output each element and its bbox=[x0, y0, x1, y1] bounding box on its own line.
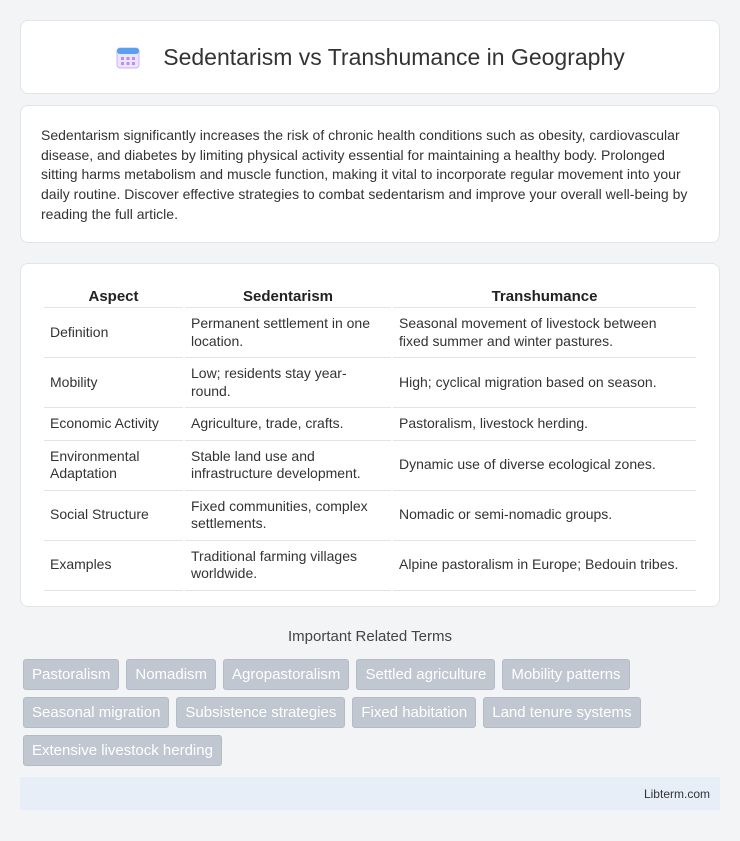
table-row bbox=[44, 541, 696, 591]
aspect-cell: Environmental Adaptation bbox=[44, 441, 183, 491]
table-row bbox=[44, 358, 696, 408]
calendar-icon bbox=[115, 44, 141, 70]
aspect-cell: Social Structure bbox=[44, 491, 183, 541]
term-tag[interactable]: Nomadism bbox=[126, 659, 216, 690]
transhumance-cell: Nomadic or semi-nomadic groups. bbox=[393, 491, 696, 541]
term-tag[interactable]: Extensive livestock herding bbox=[23, 735, 222, 766]
transhumance-cell: Seasonal movement of livestock between fixed summer and winter pastures. bbox=[393, 308, 696, 358]
intro-card bbox=[20, 105, 720, 243]
term-tag[interactable]: Agropastoralism bbox=[223, 659, 349, 690]
table-row bbox=[44, 408, 696, 441]
header-card bbox=[20, 20, 720, 94]
related-terms-title: Important Related Terms bbox=[288, 628, 452, 645]
sedentarism-cell: Stable land use and infrastructure development. bbox=[185, 441, 391, 491]
term-tag[interactable]: Seasonal migration bbox=[23, 697, 169, 728]
page-title: Sedentarism vs Transhumance in Geography bbox=[163, 43, 625, 70]
term-tag[interactable]: Land tenure systems bbox=[483, 697, 640, 728]
aspect-cell: Economic Activity bbox=[44, 408, 183, 441]
transhumance-cell: Dynamic use of diverse ecological zones. bbox=[393, 441, 696, 491]
footer bbox=[20, 777, 720, 810]
sedentarism-cell: Fixed communities, complex settlements. bbox=[185, 491, 391, 541]
transhumance-cell: Pastoralism, livestock herding. bbox=[393, 408, 696, 441]
sedentarism-cell: Traditional farming villages worldwide. bbox=[185, 541, 391, 591]
comparison-table bbox=[42, 284, 698, 591]
sedentarism-cell: Agriculture, trade, crafts. bbox=[185, 408, 391, 441]
term-tag[interactable]: Pastoralism bbox=[23, 659, 119, 690]
comparison-table-card bbox=[20, 263, 720, 607]
footer-link[interactable]: Libterm.com bbox=[643, 786, 710, 801]
transhumance-cell: High; cyclical migration based on season. bbox=[393, 358, 696, 408]
table-row bbox=[44, 491, 696, 541]
aspect-cell: Definition bbox=[44, 308, 183, 358]
term-tag[interactable]: Subsistence strategies bbox=[176, 697, 345, 728]
header-aspect: Aspect bbox=[44, 284, 183, 308]
table-row bbox=[44, 308, 696, 358]
header-sedentarism: Sedentarism bbox=[185, 284, 391, 308]
transhumance-cell: Alpine pastoralism in Europe; Bedouin tribes. bbox=[393, 541, 696, 591]
aspect-cell: Mobility bbox=[44, 358, 183, 408]
sedentarism-cell: Low; residents stay year-round. bbox=[185, 358, 391, 408]
term-tag[interactable]: Mobility patterns bbox=[502, 659, 629, 690]
term-tag[interactable]: Fixed habitation bbox=[352, 697, 476, 728]
term-tag[interactable]: Settled agriculture bbox=[356, 659, 495, 690]
related-terms-list bbox=[23, 659, 723, 766]
header-transhumance: Transhumance bbox=[393, 284, 696, 308]
aspect-cell: Examples bbox=[44, 541, 183, 591]
intro-text: Sedentarism significantly increases the risk of chronic health conditions such as obesity, cardiovascular disease, and diabetes by limiting physical activity essential for maintaining a healthy body. Prolonged sitting harms metabolism and muscle function, making it vital to incorporate regular movement into your daily routine. Discover effective strategies to combat sedentarism and improve your overall well-being by reading the full article. bbox=[41, 127, 688, 222]
table-row bbox=[44, 441, 696, 491]
sedentarism-cell: Permanent settlement in one location. bbox=[185, 308, 391, 358]
